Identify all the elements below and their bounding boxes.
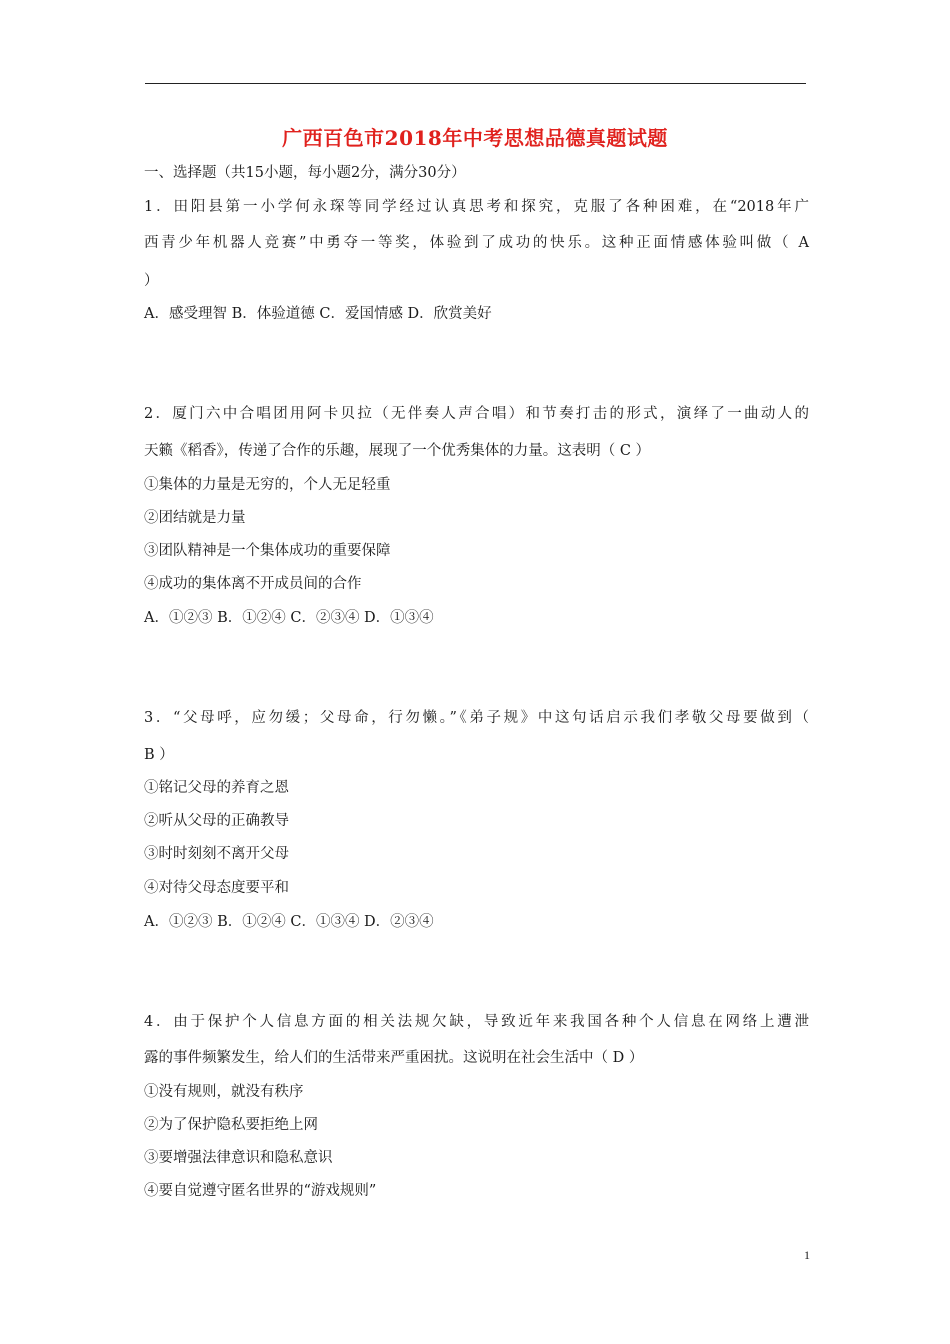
page-title: 广西百色市2018年中考思想品德真题试题 (282, 126, 668, 150)
section-header: 一、选择题（共15小题，每小题2分，满分30分） (144, 165, 466, 181)
question-4-line-2: 露的事件频繁发生，给人们的生活带来严重困扰。这说明在社会生活中（ D ） (144, 1050, 644, 1066)
question-2-line-2: 天籁《稻香》，传递了合作的乐趣，展现了一个优秀集体的力量。这表明（ C ） (144, 443, 651, 459)
question-4-item-1: ①没有规则，就没有秩序 (144, 1084, 304, 1100)
question-3-options: A．①②③ B．①②④ C．①③④ D．②③④ (144, 914, 434, 930)
question-4-item-2: ②为了保护隐私要拒绝上网 (144, 1117, 318, 1133)
question-4-item-3: ③要增强法律意识和隐私意识 (144, 1150, 333, 1166)
top-rule (145, 83, 806, 84)
question-3-line-2: B ） (144, 747, 174, 763)
question-3-line-1: 3．“父母呼，应勿缓；父母命，行勿懒。”《弟子规》中这句话启示我们孝敬父母要做到（ (144, 710, 809, 726)
question-1-line-2: 西青少年机器人竞赛”中勇夺一等奖，体验到了成功的快乐。这种正面情感体验叫做（ A (144, 235, 809, 251)
question-1-options: A．感受理智 B．体验道德 C．爱国情感 D．欣赏美好 (144, 306, 492, 322)
page-number: 1 (804, 1248, 810, 1262)
question-4-item-4: ④要自觉遵守匿名世界的“游戏规则” (144, 1183, 377, 1199)
question-1-line-1: 1．田阳县第一小学何永琛等同学经过认真思考和探究，克服了各种困难，在“2018年广 (144, 199, 809, 215)
question-2-item-1: ①集体的力量是无穷的，个人无足轻重 (144, 477, 391, 493)
question-3-item-1: ①铭记父母的养育之恩 (144, 780, 289, 796)
question-3-item-3: ③时时刻刻不离开父母 (144, 846, 289, 862)
question-2-item-4: ④成功的集体离不开成员间的合作 (144, 576, 362, 592)
question-3-item-4: ④对待父母态度要平和 (144, 880, 289, 896)
question-3-item-2: ②听从父母的正确教导 (144, 813, 289, 829)
question-2-options: A．①②③ B．①②④ C．②③④ D．①③④ (144, 610, 434, 626)
question-2-line-1: 2．厦门六中合唱团用阿卡贝拉（无伴奏人声合唱）和节奏打击的形式，演绎了一曲动人的 (144, 406, 809, 422)
question-4-line-1: 4．由于保护个人信息方面的相关法规欠缺，导致近年来我国各种个人信息在网络上遭泄 (144, 1014, 809, 1030)
question-2-item-2: ②团结就是力量 (144, 510, 246, 526)
question-1-line-3: ） (144, 273, 159, 289)
question-2-item-3: ③团队精神是一个集体成功的重要保障 (144, 543, 391, 559)
